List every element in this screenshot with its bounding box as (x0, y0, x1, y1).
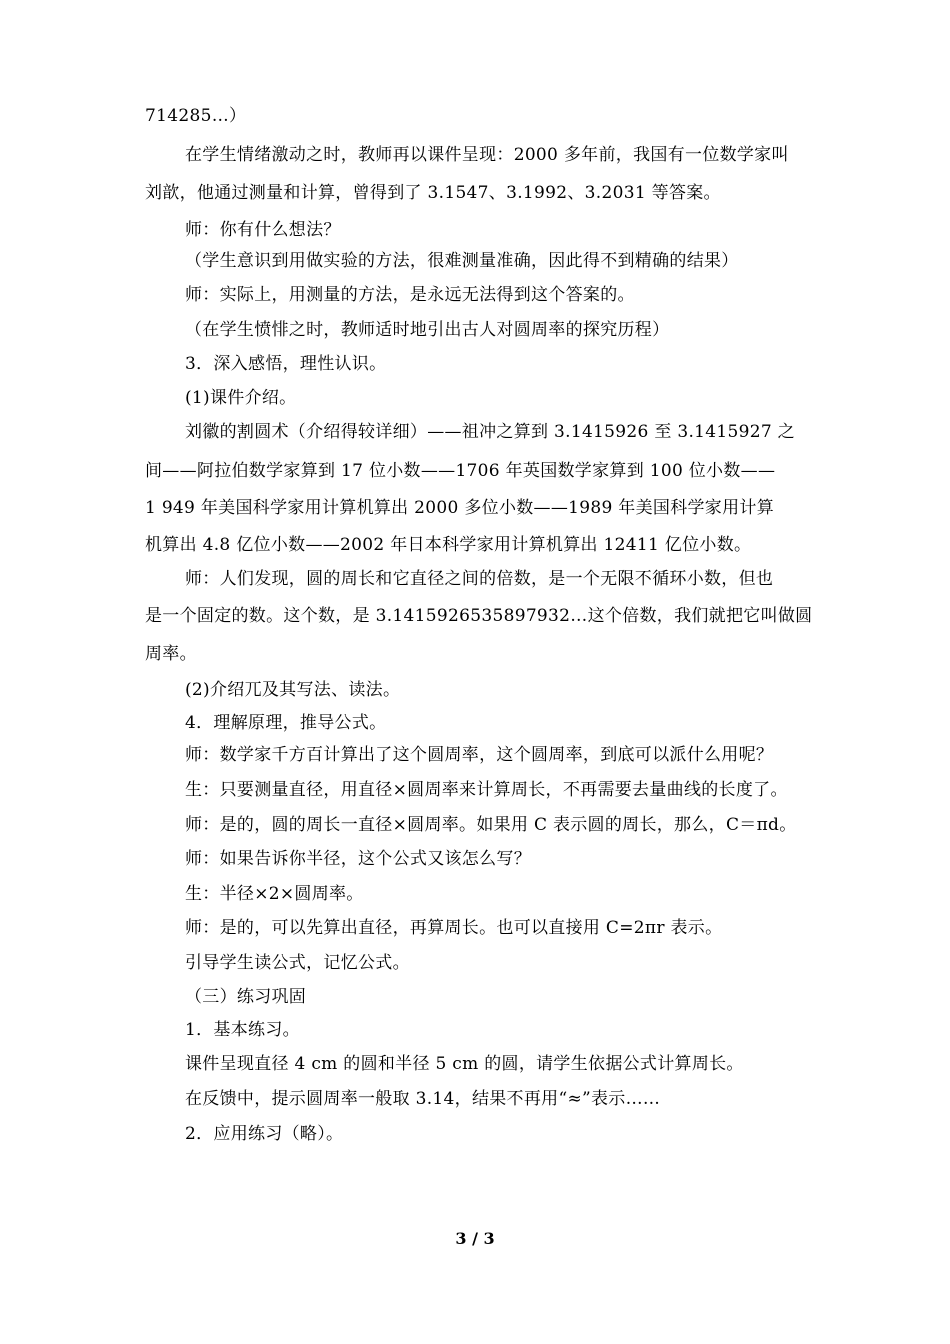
section-heading: 3．深入感悟，理性认识。 (185, 354, 387, 374)
text-line: 师：实际上，用测量的方法，是永远无法得到这个答案的。 (185, 285, 635, 305)
text-line: 课件呈现直径 4 cm 的圆和半径 5 cm 的圆，请学生依据公式计算周长。 (185, 1054, 744, 1074)
text-line: 生：只要测量直径，用直径×圆周率来计算周长，不再需要去量曲线的长度了。 (185, 780, 788, 800)
text-line: （在学生愤悱之时，教师适时地引出古人对圆周率的探究历程） (185, 320, 670, 340)
text-line: 引导学生读公式，记忆公式。 (185, 953, 410, 973)
section-heading: 1．基本练习。 (185, 1020, 300, 1040)
text-line: 周率。 (145, 644, 197, 664)
text-line: 是一个固定的数。这个数，是 3.1415926535897932…这个倍数，我们就把它叫做圆 (145, 606, 813, 626)
text-line: 间——阿拉伯数学家算到 17 位小数——1706 年英国数学家算到 100 位小数—— (145, 461, 776, 481)
text-line: 师：你有什么想法？ (185, 220, 341, 240)
section-heading: 2．应用练习（略）。 (185, 1124, 344, 1144)
subsection-heading: (2)介绍兀及其写法、读法。 (185, 680, 401, 700)
text-line: 师：是的，圆的周长一直径×圆周率。如果用 C 表示圆的周长，那么，C＝πd。 (185, 815, 797, 835)
text-line: 师：数学家千方百计算出了这个圆周率，这个圆周率，到底可以派什么用呢？ (185, 745, 774, 765)
text-line: 师：人们发现，圆的周长和它直径之间的倍数，是一个无限不循环小数，但也 (185, 569, 774, 589)
text-line: 在学生情绪激动之时，教师再以课件呈现：2000 多年前，我国有一位数学家叫 (185, 145, 789, 165)
section-heading: （三）练习巩固 (185, 987, 307, 1007)
section-heading: 4．理解原理，推导公式。 (185, 713, 387, 733)
text-line: 714285…） (145, 106, 247, 126)
text-line: 1 949 年美国科学家用计算机算出 2000 多位小数——1989 年美国科学家用计算 (145, 498, 775, 518)
text-line: 在反馈中，提示圆周率一般取 3.14，结果不再用“≈”表示…… (185, 1089, 661, 1109)
text-line: 刘徽的割圆术（介绍得较详细）——祖冲之算到 3.1415926 至 3.1415927 之 (185, 422, 795, 442)
text-line: 生：半径×2×圆周率。 (185, 884, 364, 904)
subsection-heading: (1)课件介绍。 (185, 388, 297, 408)
text-line: 师：如果告诉你半径，这个公式又该怎么写？ (185, 849, 531, 869)
text-line: 刘歆，他通过测量和计算，曾得到了 3.1547、3.1992、3.2031 等答案。 (145, 183, 721, 203)
text-line: 师：是的，可以先算出直径，再算周长。也可以直接用 C=2πr 表示。 (185, 918, 723, 938)
page-number: 3 / 3 (455, 1229, 495, 1248)
text-line: （学生意识到用做实验的方法，很难测量准确，因此得不到精确的结果） (185, 251, 739, 271)
text-line: 机算出 4.8 亿位小数——2002 年日本科学家用计算机算出 12411 亿位小数。 (145, 535, 752, 555)
